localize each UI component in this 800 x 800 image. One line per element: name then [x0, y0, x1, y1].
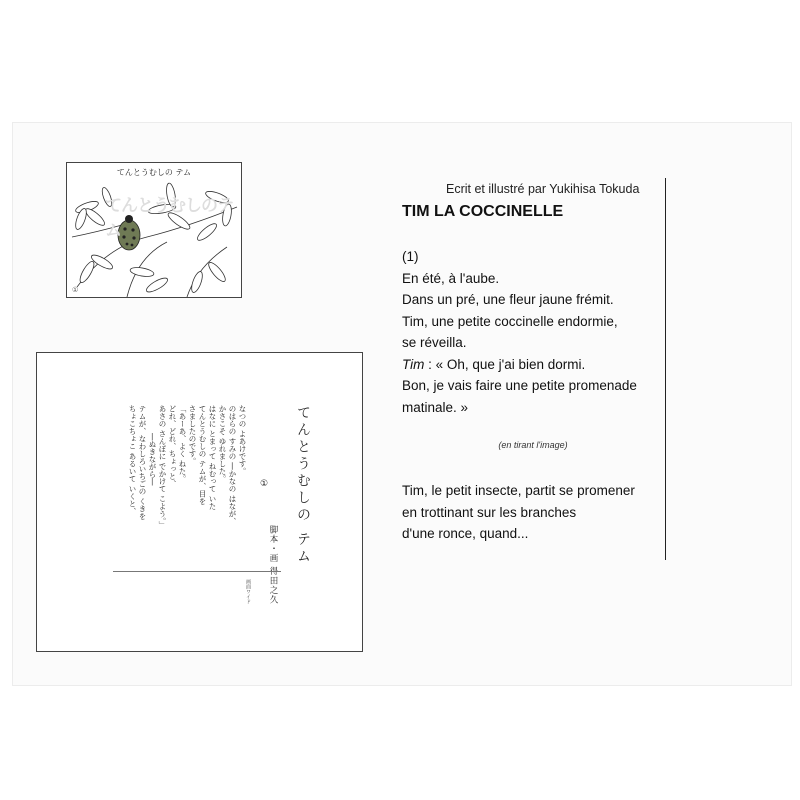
- script-line: なつの よあけです。: [238, 405, 247, 475]
- story-title: TIM LA COCCINELLE: [402, 203, 564, 220]
- script-footer: 画面ワイド: [245, 579, 251, 604]
- script-line: ―ぬきながら―: [148, 433, 157, 486]
- story-line: Tim, le petit insecte, partit se promener: [402, 483, 635, 498]
- dialogue-line: [402, 354, 664, 376]
- story-line: En été, à l'aube.: [402, 270, 500, 286]
- story-text-continued: [402, 480, 664, 545]
- script-line: さましたのです。: [188, 405, 197, 465]
- speaker-name: Tim: [402, 356, 425, 372]
- script-divider-line: [113, 571, 281, 572]
- scene-number: (1): [402, 249, 419, 264]
- script-line: 「あーあ、よく ねた。: [178, 405, 187, 483]
- script-line: てんとうむしの テムが、目を: [198, 405, 207, 505]
- vertical-divider: [665, 178, 666, 560]
- japanese-script-page: [36, 352, 363, 652]
- script-line: のはらの すみの ―かなの はなが、: [228, 405, 237, 525]
- thumbnail-logo: てんとうむしのテム: [105, 196, 233, 241]
- story-line: Tim, une petite coccinelle endormie,: [402, 313, 618, 329]
- script-line: どれ、どれ、ちょっと、: [168, 405, 177, 488]
- script-line: あさの さんぽに でかけて こよう。」: [158, 405, 167, 529]
- script-credit: 脚本・画 得田之久: [268, 525, 278, 605]
- stage-direction: (en tirant l'image): [498, 440, 568, 450]
- illustration-thumbnail: [66, 162, 242, 298]
- script-line: はなに とまって ねむって いた: [208, 405, 217, 510]
- script-line: ちょこちょこ あるいて いくと、: [128, 405, 137, 515]
- script-line: テムが、なわしろいちごの くきを: [138, 405, 147, 520]
- dialogue-line: matinale. »: [402, 399, 469, 415]
- thumbnail-page-number: ①: [72, 286, 79, 294]
- story-line: se réveilla.: [402, 335, 467, 350]
- script-line: かさこそ ゆれました。: [218, 405, 227, 483]
- thumbnail-caption: てんとうむしの テム: [116, 168, 192, 177]
- story-line: d'une ronce, quand...: [402, 526, 529, 541]
- story-line: Dans un pré, une fleur jaune frémit.: [402, 292, 614, 307]
- speech-text: : « Oh, que j'ai bien dormi.: [424, 356, 586, 372]
- script-title: てんとうむしの テム: [295, 405, 311, 566]
- author-credit: Ecrit et illustré par Yukihisa Tokuda: [446, 182, 640, 196]
- story-line: en trottinant sur les branches: [402, 504, 577, 520]
- story-text: [402, 246, 664, 418]
- dialogue-line: Bon, je vais faire une petite promenade: [402, 378, 637, 393]
- script-number: ①: [259, 479, 269, 489]
